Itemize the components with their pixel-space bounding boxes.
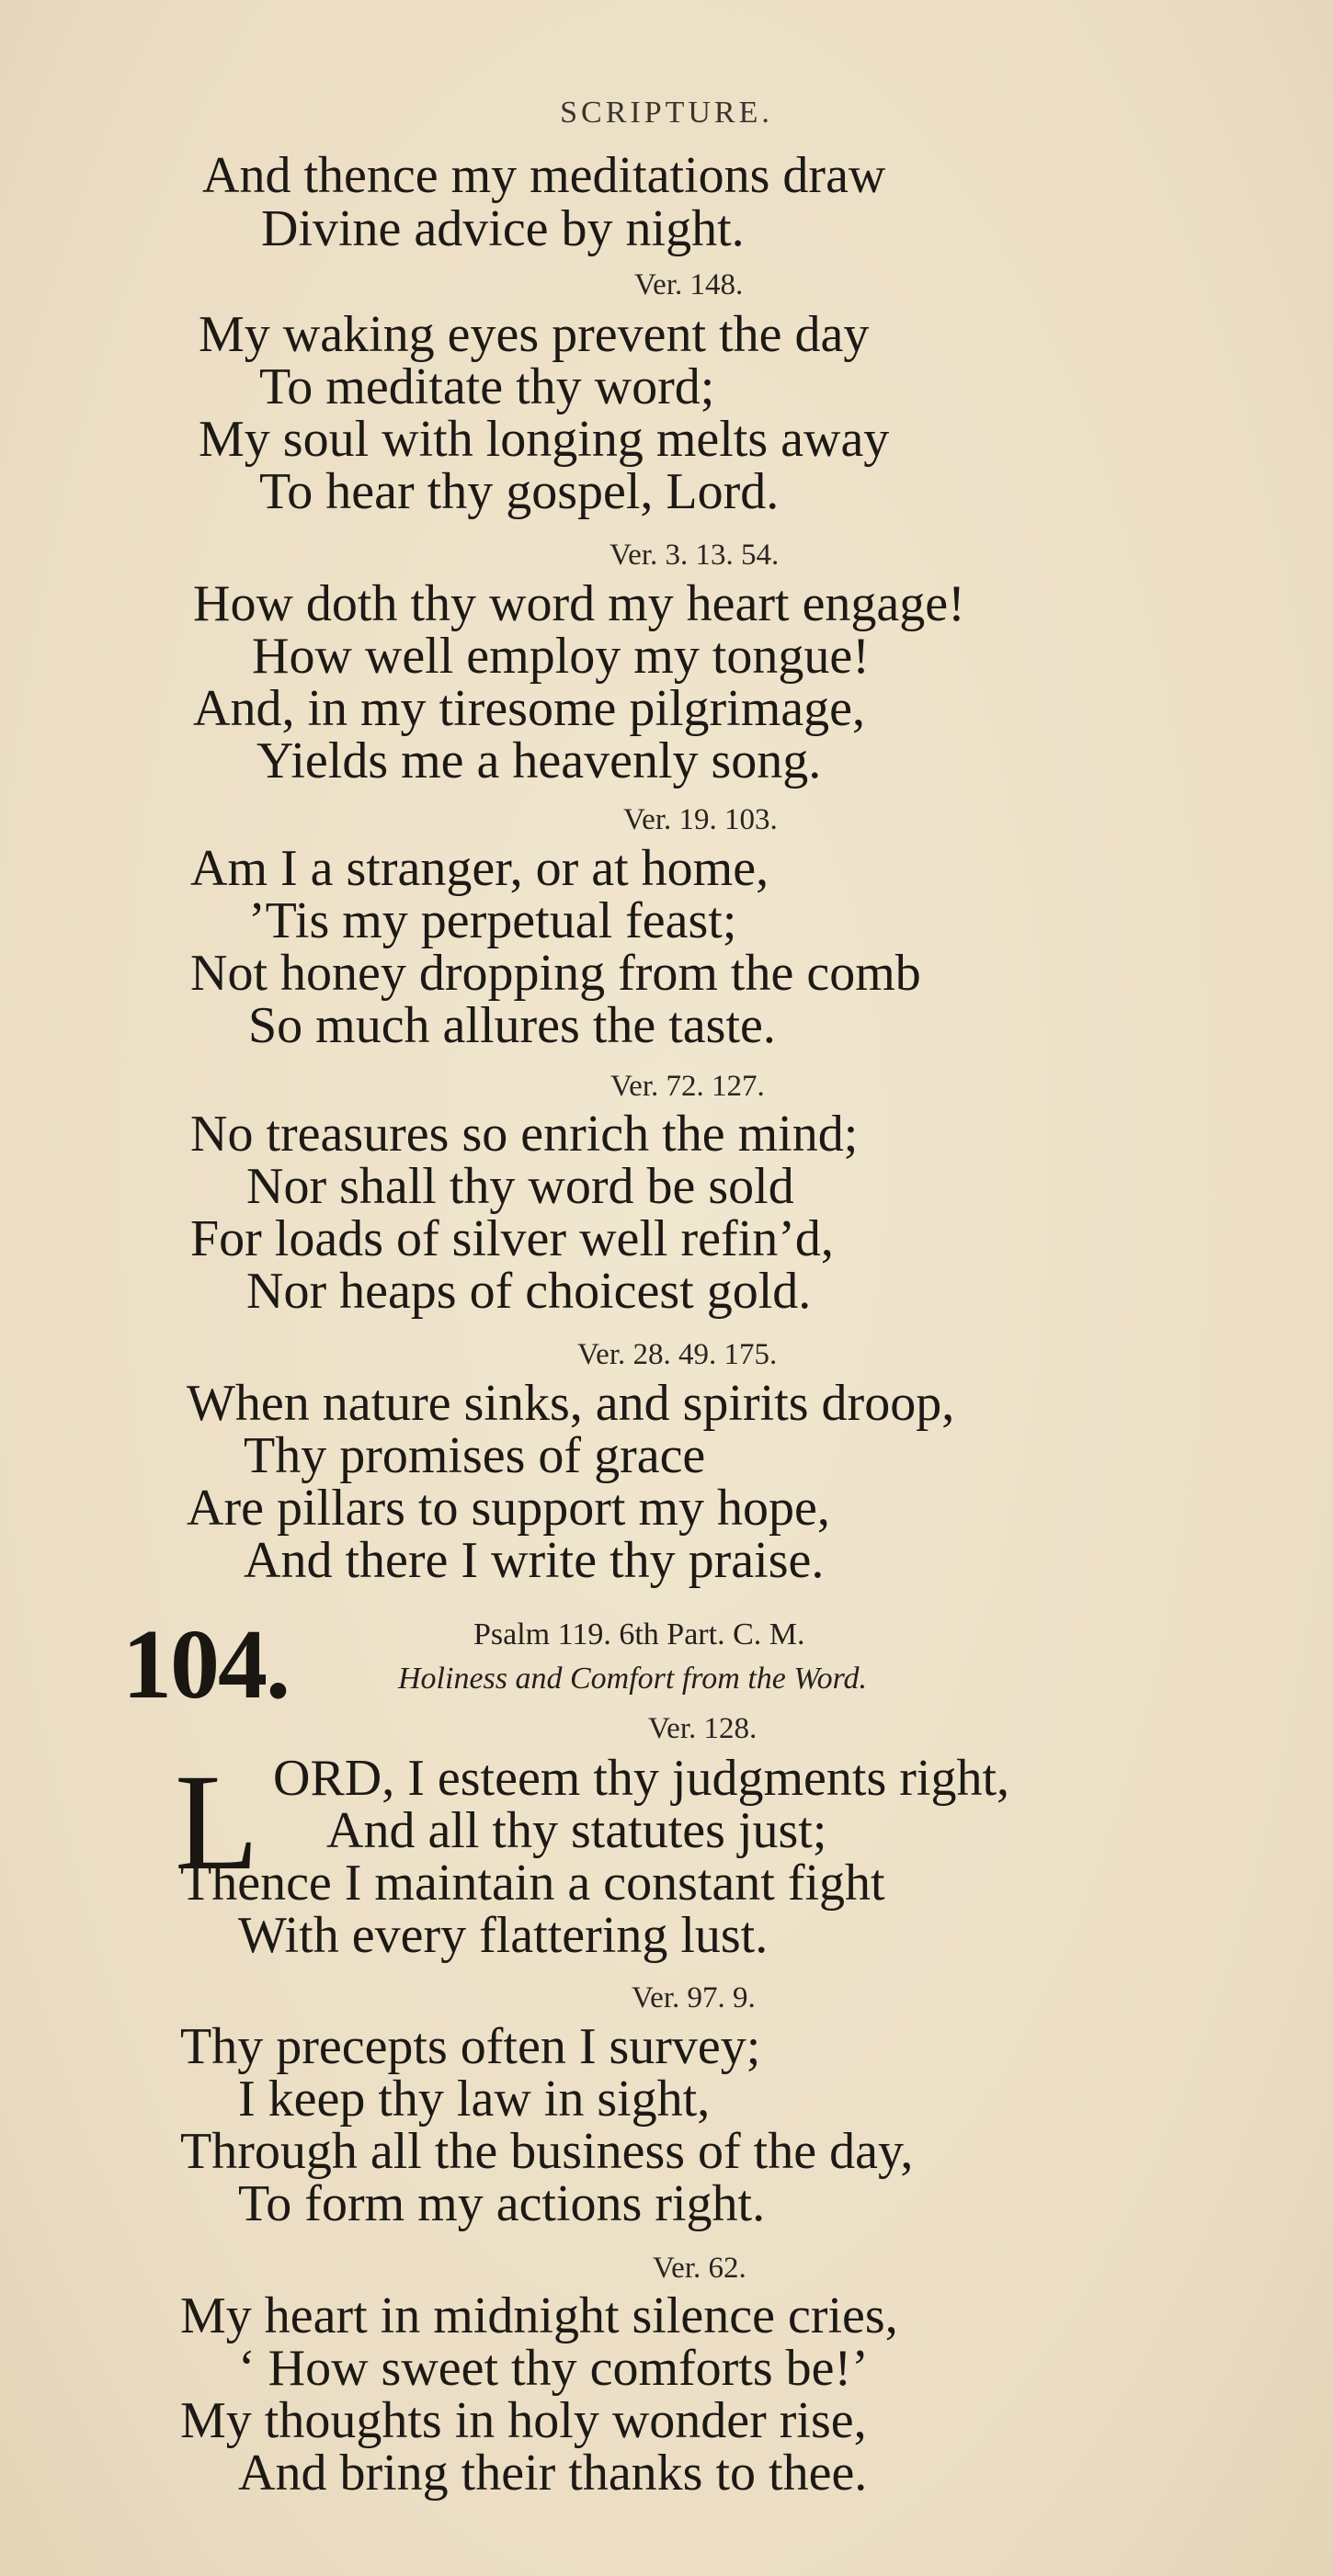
verse-line: Nor heaps of choicest gold. [246,1263,812,1320]
verse-line: ’Tis my perpetual feast; [248,892,737,949]
verse-line: My thoughts in holy wonder rise, [180,2392,867,2449]
verse-line: ORD, I esteem thy judgments right, [273,1750,1010,1807]
verse-line: And all thy statutes just; [326,1802,827,1859]
verse-line: My heart in midnight silence cries, [180,2287,898,2344]
verse-reference: Ver. 72. 127. [610,1070,765,1103]
verse-line: Nor shall thy word be sold [246,1158,794,1215]
verse-line: Divine advice by night. [261,200,745,257]
psalm-title: Psalm 119. 6th Part. C. M. [473,1617,805,1651]
verse-reference: Ver. 148. [634,268,744,301]
verse-line: Are pillars to support my hope, [187,1480,830,1537]
verse-line: With every flattering lust. [238,1907,769,1964]
verse-line: I keep thy law in sight, [238,2071,711,2128]
verse-line: To meditate thy word; [259,358,715,415]
drop-cap: L [175,1746,259,1899]
verse-line: And, in my tiresome pilgrimage, [193,680,865,737]
verse-reference: Ver. 19. 103. [623,803,778,836]
hymn-number: 104. [122,1610,289,1719]
verse-line: No treasures so enrich the mind; [190,1106,859,1163]
verse-line: My waking eyes prevent the day [199,306,870,363]
verse-reference: Ver. 128. [648,1712,758,1745]
verse-line: My soul with longing melts away [199,411,890,468]
verse-line: Thy promises of grace [244,1427,706,1484]
verse-line: Through all the business of the day, [180,2123,914,2180]
verse-reference: Ver. 28. 49. 175. [577,1338,778,1371]
verse-line: And thence my meditations draw [202,147,886,204]
verse-line: To hear thy gospel, Lord. [259,463,780,520]
verse-line: Am I a stranger, or at home, [190,840,769,897]
verse-line: Not honey dropping from the comb [190,945,921,1002]
verse-line: Yields me a heavenly song. [256,732,822,789]
psalm-subtitle: Holiness and Comfort from the Word. [398,1662,868,1696]
verse-reference: Ver. 3. 13. 54. [610,539,780,572]
verse-line: ‘ How sweet thy comforts be!’ [238,2340,869,2397]
verse-line: How doth thy word my heart engage! [193,575,965,632]
verse-line: Thence I maintain a constant fight [180,1855,885,1912]
verse-line: So much allures the taste. [248,997,776,1054]
verse-line: When nature sinks, and spirits droop, [187,1375,955,1432]
verse-line: And bring their thanks to thee. [238,2445,868,2502]
running-header: SCRIPTURE. [560,96,773,130]
verse-reference: Ver. 62. [653,2252,746,2285]
verse-line: How well employ my tongue! [252,628,870,685]
verse-line: For loads of silver well refin’d, [190,1210,834,1267]
verse-line: To form my actions right. [238,2175,766,2232]
verse-line: Thy precepts often I survey; [180,2018,761,2075]
verse-reference: Ver. 97. 9. [632,1981,756,2014]
verse-line: And there I write thy praise. [244,1532,825,1589]
